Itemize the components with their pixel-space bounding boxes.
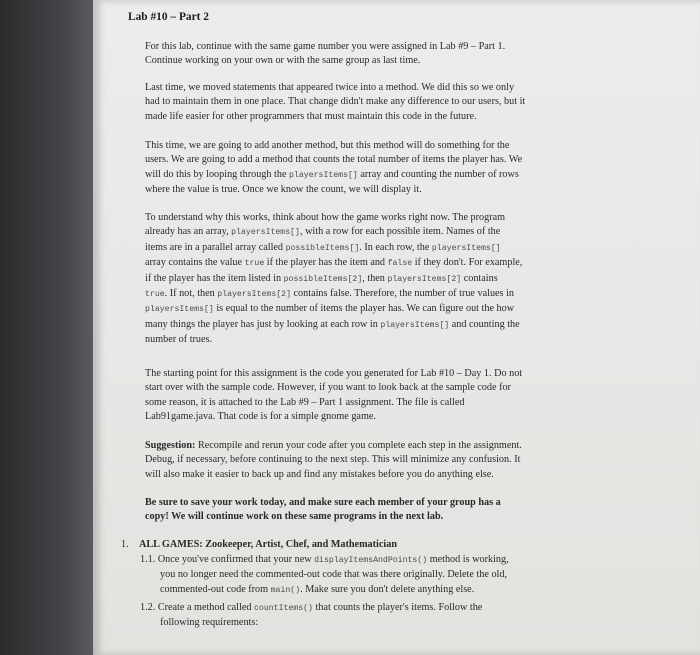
text-fragment: , then — [362, 272, 388, 284]
text-fragment: that counts the player's items. Follow the — [312, 602, 483, 613]
suggestion-label: Suggestion: — [145, 440, 196, 451]
text-line — [145, 241, 600, 256]
paragraph-suggestion — [145, 439, 600, 482]
text-line: For this lab, continue with the same game number you were assigned in Lab #9 – Part 1. — [145, 41, 506, 52]
text-fragment: . In each row, the — [359, 241, 432, 253]
text-line — [145, 439, 600, 453]
code-players-items-2: playersItems[2] — [217, 290, 291, 300]
text-line: Debug, if necessary, before continuing to the next step. This will minimize any confusion. It — [145, 454, 521, 466]
text-fragment: and counting the — [449, 318, 520, 330]
text-line: Last time, we moved statements that appeared twice into a method. We did this so we only — [145, 82, 515, 93]
text-fragment: method is working, — [427, 554, 509, 565]
code-main: main() — [270, 585, 301, 595]
text-line: Lab91game.java. That code is for a simple gnome game. — [145, 411, 376, 423]
text-fragment: array and counting the number of rows — [357, 168, 519, 180]
list-item — [140, 601, 482, 631]
code-players-items: playersItems[] — [431, 243, 501, 253]
text-line: you no longer need the commented-out code that was there originally. Delete the old, — [160, 569, 508, 581]
text-fragment: already has an array, — [145, 226, 232, 238]
text-line — [145, 256, 600, 271]
paragraph-explanation — [145, 211, 600, 348]
text-fragment: Recompile and rerun your code after you complete each step in the assignment. — [195, 440, 522, 451]
text-line — [140, 583, 509, 598]
code-true: true — [244, 259, 265, 269]
text-line: where the value is true. Once we know the count, we will display it. — [145, 184, 422, 196]
background-left-edge — [0, 0, 93, 655]
page-title: Lab #10 – Part 2 — [128, 11, 209, 23]
text-line: To understand why this works, think about how the game works right now. The program — [145, 212, 506, 223]
code-false: false — [387, 259, 413, 269]
text-line: had to maintain them in one place. That change didn't make any difference to our users, but it — [145, 96, 526, 108]
text-fragment: contains false. Therefore, the number of true values in — [290, 288, 514, 300]
text-line — [145, 225, 600, 240]
list-item — [140, 553, 509, 598]
text-line: Be sure to save your work today, and make sure each member of your group has a — [145, 497, 501, 508]
code-players-items: playersItems[] — [380, 320, 450, 330]
text-fragment: items are in a parallel array called — [145, 241, 286, 253]
text-fragment: 1.1. Once you've confirmed that your new — [140, 554, 315, 565]
text-line — [140, 553, 509, 568]
text-line: This time, we are going to add another method, but this method will do something for the — [145, 140, 510, 151]
code-players-items: playersItems[] — [231, 228, 300, 238]
code-count-items: countItems() — [254, 604, 313, 613]
text-line — [145, 272, 600, 287]
code-true: true — [145, 290, 165, 300]
text-fragment: commented-out code from — [160, 583, 271, 595]
code-display-method: displayItemsAndPoints() — [314, 556, 428, 565]
text-fragment: many things the player has just by looking at each row in — [145, 318, 381, 330]
list-heading — [139, 538, 397, 552]
text-line: The starting point for this assignment is the code you generated for Lab #10 – Day 1. Do not — [145, 368, 523, 379]
code-players-items-2: playersItems[2] — [387, 274, 462, 284]
code-players-items: playersItems[] — [145, 305, 214, 315]
text-fragment: if the player has the item and — [264, 257, 388, 269]
text-fragment: , with a row for each possible item. Names of the — [299, 226, 501, 238]
text-line — [145, 168, 600, 183]
text-line: Continue working on your own or with the same group as last time. — [145, 55, 421, 67]
text-line — [140, 601, 482, 616]
text-fragment: if they don't. For example, — [412, 257, 523, 269]
list-number: 1. — [121, 539, 129, 550]
text-line: number of trues. — [145, 334, 213, 346]
list-heading-games: Zookeeper, Artist, Chef, and Mathematician — [202, 539, 397, 550]
text-fragment: 1.2. Create a method called — [140, 602, 254, 613]
text-fragment: if the player has the item listed in — [145, 272, 284, 284]
document-page — [93, 0, 700, 655]
text-fragment: is equal to the number of items the player has. We can figure out the how — [213, 303, 515, 315]
text-fragment: . Make sure you don't delete anything else. — [300, 583, 475, 595]
code-possible-items-2: possibleItems[2] — [283, 274, 363, 284]
text-line: some reason, it is attached to the Lab #9 – Part 1 assignment. The file is called — [145, 396, 465, 408]
text-line — [145, 302, 600, 317]
paragraph-save-reminder — [145, 496, 600, 525]
text-line: following requirements: — [160, 617, 259, 629]
paragraph-intro — [145, 40, 600, 69]
text-fragment: will do this by looping through the — [145, 168, 290, 180]
text-line: start over with the sample code. However, if you want to look back at the sample code for — [145, 382, 511, 394]
text-line: will also make it easier to back up and find any mistakes before you do anything else. — [145, 468, 494, 480]
paragraph-last-time — [145, 81, 600, 124]
paragraph-starting-point — [145, 367, 600, 425]
paragraph-this-time — [145, 139, 600, 198]
text-line: users. We are going to add a method that counts the total number of items the player has. We — [145, 154, 523, 166]
text-fragment: array contains the value — [145, 257, 245, 269]
text-fragment: . If not, then — [164, 288, 218, 300]
text-line — [145, 318, 600, 333]
text-line — [145, 287, 600, 302]
code-possible-items: possibleItems[] — [285, 243, 360, 253]
text-fragment: contains — [461, 272, 498, 284]
code-players-items: playersItems[] — [289, 170, 358, 180]
text-line: copy! We will continue work on these same programs in the next lab. — [145, 511, 444, 523]
text-line: made life easier for other programmers that must maintain this code in the future. — [145, 110, 477, 122]
list-heading-label: ALL GAMES: — [139, 539, 203, 550]
